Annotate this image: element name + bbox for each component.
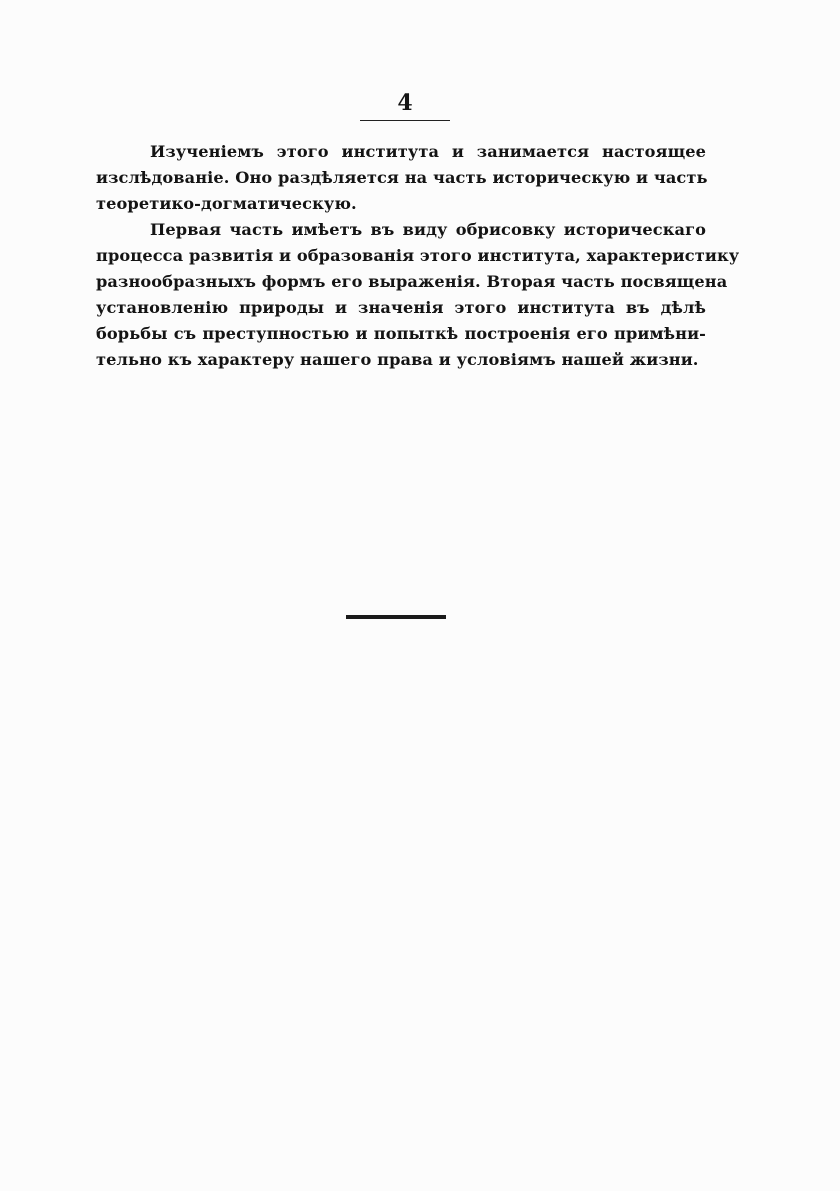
- paragraph-1-line-3: теоретико-догматическую.: [96, 194, 357, 213]
- paragraph-2-line-2: процесса развитія и образованія этого института, характеристику: [96, 246, 740, 265]
- paragraph-2-line-6: тельно къ характеру нашего права и условіямъ нашей жизни.: [96, 350, 699, 369]
- page-number-underline: [360, 120, 450, 121]
- body-text: [96, 139, 740, 373]
- end-divider: [346, 615, 446, 619]
- page-number: 4: [397, 90, 413, 116]
- paragraph-2-line-1: Первая часть имѣетъ въ виду обрисовку историческаго: [150, 220, 706, 239]
- paragraph-1-line-1: Изученіемъ этого института и занимается настоящее: [150, 142, 706, 161]
- paragraph-2-line-3: разнообразныхъ формъ его выраженія. Вторая часть посвящена: [96, 272, 728, 291]
- paragraph-2-line-4: установленію природы и значенія этого института въ дѣлѣ: [96, 298, 706, 317]
- paragraph-2-line-5: борьбы съ преступностью и попыткѣ построенія его примѣни-: [96, 324, 706, 343]
- paragraph-1-line-2: изслѣдованіе. Оно раздѣляется на часть историческую и часть: [96, 168, 708, 187]
